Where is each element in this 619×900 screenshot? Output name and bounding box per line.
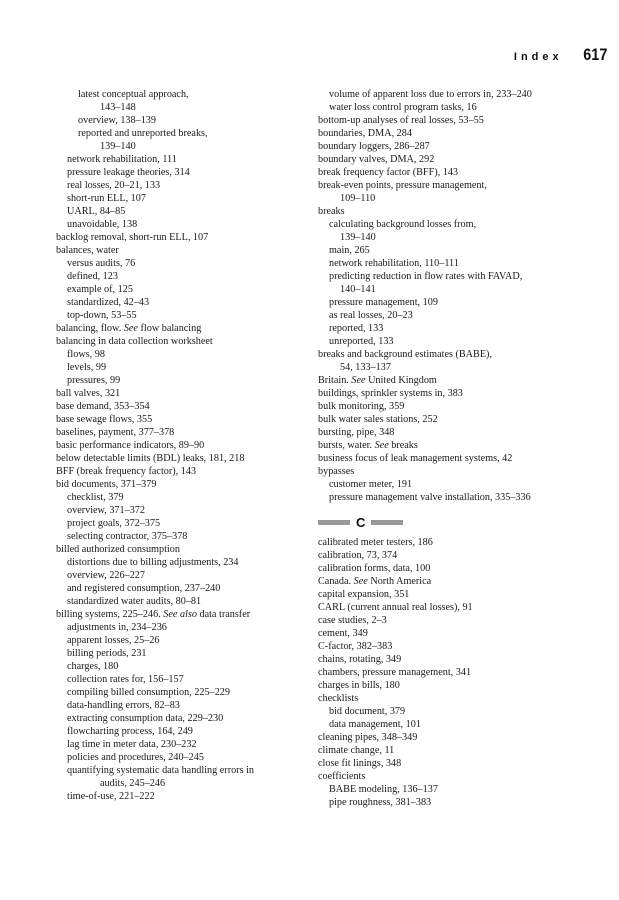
index-entry-text: distortions due to billing adjustments, 234 <box>67 557 239 568</box>
index-entry-text: project goals, 372–375 <box>67 518 161 529</box>
index-entry-text: break frequency factor (BFF), 143 <box>318 167 459 178</box>
index-entry <box>56 465 296 478</box>
cross-reference-label: See <box>374 440 389 451</box>
index-entry <box>56 374 296 387</box>
index-entry <box>318 731 580 744</box>
index-entry <box>318 127 580 140</box>
index-entry-text: base sewage flows, 355 <box>56 414 153 425</box>
running-header <box>514 45 607 65</box>
index-entry <box>56 218 296 231</box>
index-entry-text: pressure management, 109 <box>329 297 438 308</box>
index-entry <box>318 387 580 400</box>
cross-reference-label: See <box>123 323 138 334</box>
index-entry <box>56 192 296 205</box>
index-entry-text: overview, 371–372 <box>67 505 145 516</box>
index-entry <box>56 270 296 283</box>
index-entry-text: lag time in meter data, 230–232 <box>67 739 197 750</box>
index-entry <box>56 543 296 556</box>
index-entry <box>56 517 296 530</box>
index-entry-text: BABE modeling, 136–137 <box>329 784 438 795</box>
index-entry <box>318 562 580 575</box>
index-entry-text: case studies, 2–3 <box>318 615 387 626</box>
index-entry <box>56 88 296 101</box>
index-entry <box>318 205 580 218</box>
index-entry-text: billed authorized consumption <box>56 544 180 555</box>
index-entry-text: 109–110 <box>340 193 376 204</box>
index-entry-text: data management, 101 <box>329 719 421 730</box>
header-label: Index <box>513 51 563 63</box>
index-entry <box>318 101 580 114</box>
index-entry <box>318 348 580 361</box>
index-entry-text: balances, water <box>56 245 119 256</box>
index-entry-text: short-run ELL, 107 <box>67 193 146 204</box>
index-entry-text: billing systems, 225–246. <box>56 609 161 620</box>
index-entry <box>56 101 296 114</box>
index-entry <box>318 322 580 335</box>
index-entry <box>318 796 580 809</box>
index-entry <box>56 361 296 374</box>
index-entry <box>318 783 580 796</box>
index-entry <box>318 218 580 231</box>
index-entry-text: data-handling errors, 82–83 <box>67 700 180 711</box>
index-entry <box>56 725 296 738</box>
index-entry <box>56 660 296 673</box>
index-entry <box>56 153 296 166</box>
index-entry-text: apparent losses, 25–26 <box>67 635 160 646</box>
index-entry <box>318 244 580 257</box>
index-entry-text: balancing, flow. <box>56 323 122 334</box>
index-entry <box>318 88 580 101</box>
index-entry-text: water loss control program tasks, 16 <box>329 102 477 113</box>
index-entry-text: pressures, 99 <box>67 375 121 386</box>
index-entry <box>318 627 580 640</box>
index-entry <box>56 257 296 270</box>
index-entry <box>56 673 296 686</box>
index-entry <box>56 582 296 595</box>
index-entry <box>318 114 580 127</box>
index-entry-text: unreported, 133 <box>329 336 394 347</box>
index-entry-text: calibration, 73, 374 <box>318 550 398 561</box>
index-entry-text: overview, 226–227 <box>67 570 145 581</box>
index-entry <box>56 504 296 517</box>
index-entry-text: charges in bills, 180 <box>318 680 400 691</box>
index-column-right <box>318 88 580 809</box>
index-entry <box>56 569 296 582</box>
index-entry-text: flowcharting process, 164, 249 <box>67 726 193 737</box>
index-entry-text: capital expansion, 351 <box>318 589 410 600</box>
index-entry-text: latest conceptual approach, <box>78 89 189 100</box>
index-entry-text: levels, 99 <box>67 362 107 373</box>
index-entry-text: versus audits, 76 <box>67 258 136 269</box>
index-entry <box>56 647 296 660</box>
index-entry-text: UARL, 84–85 <box>67 206 126 217</box>
index-entry-text: cement, 349 <box>318 628 368 639</box>
index-entry <box>318 257 580 270</box>
index-entry-text: real losses, 20–21, 133 <box>67 180 161 191</box>
index-entry <box>318 179 580 192</box>
index-entry-text: basic performance indicators, 89–90 <box>56 440 205 451</box>
index-entry <box>56 296 296 309</box>
index-entry <box>56 283 296 296</box>
index-entry <box>56 244 296 257</box>
index-entry <box>56 699 296 712</box>
index-entry-text: checklists <box>318 693 359 704</box>
index-entry <box>318 588 580 601</box>
index-entry-text: CARL (current annual real losses), 91 <box>318 602 473 613</box>
index-entry <box>56 387 296 400</box>
index-entry-text: checklist, 379 <box>67 492 124 503</box>
index-entry <box>318 640 580 653</box>
index-entry-text: chambers, pressure management, 341 <box>318 667 472 678</box>
index-entry-text: cleaning pipes, 348–349 <box>318 732 418 743</box>
index-entry-text: selecting contractor, 375–378 <box>67 531 188 542</box>
index-entry-text: balancing in data collection worksheet <box>56 336 213 347</box>
index-entry-text: quantifying systematic data handling errors in <box>67 765 255 776</box>
cross-reference-label: See <box>351 375 366 386</box>
index-entry <box>56 608 296 621</box>
index-entry-text: buildings, sprinkler systems in, 383 <box>318 388 463 399</box>
index-entry <box>56 413 296 426</box>
index-entry-text: bulk water sales stations, 252 <box>318 414 438 425</box>
index-entry-text: BFF (break frequency factor), 143 <box>56 466 197 477</box>
index-entry-text: extracting consumption data, 229–230 <box>67 713 224 724</box>
index-entry <box>318 231 580 244</box>
index-entry <box>56 764 296 777</box>
index-entry <box>56 491 296 504</box>
index-entry <box>318 140 580 153</box>
index-entry-text: top-down, 53–55 <box>67 310 137 321</box>
index-entry-text: bid document, 379 <box>329 706 406 717</box>
index-entry-text: boundary valves, DMA, 292 <box>318 154 435 165</box>
index-entry-text: adjustments in, 234–236 <box>67 622 167 633</box>
index-entry-text: 139–140 <box>340 232 376 243</box>
index-entry <box>318 757 580 770</box>
index-entry-text: example of, 125 <box>67 284 133 295</box>
index-entry <box>56 478 296 491</box>
index-entry-text: overview, 138–139 <box>78 115 156 126</box>
index-entry <box>318 536 580 549</box>
index-entry-text: backlog removal, short-run ELL, 107 <box>56 232 209 243</box>
index-entry <box>318 770 580 783</box>
index-entries-b-continued <box>318 88 580 504</box>
index-entry-text: C-factor, 382–383 <box>318 641 393 652</box>
index-entry-text: bursting, pipe, 348 <box>318 427 395 438</box>
index-entry-text: calibration forms, data, 100 <box>318 563 431 574</box>
index-entry <box>318 666 580 679</box>
index-entry-text: billing periods, 231 <box>67 648 147 659</box>
index-entry-text: unavoidable, 138 <box>67 219 138 230</box>
index-entry <box>56 309 296 322</box>
index-entry <box>56 348 296 361</box>
index-entry <box>318 400 580 413</box>
index-entry <box>318 426 580 439</box>
index-entry <box>318 705 580 718</box>
index-entry <box>56 114 296 127</box>
index-entry-text: bid documents, 371–379 <box>56 479 157 490</box>
cross-reference-label: See <box>353 576 368 587</box>
index-entry <box>318 192 580 205</box>
index-entry-text: calculating background losses from, <box>329 219 477 230</box>
index-entry-text: network rehabilitation, 110–111 <box>329 258 459 269</box>
index-entry-text: reported and unreported breaks, <box>78 128 208 139</box>
index-entry <box>318 653 580 666</box>
page-number: 617 <box>582 45 607 64</box>
index-entry-text: 143–148 <box>100 102 136 113</box>
index-entry <box>318 413 580 426</box>
index-entry <box>56 166 296 179</box>
index-entry <box>56 595 296 608</box>
index-entry-text: 139–140 <box>100 141 136 152</box>
index-entry <box>318 491 580 504</box>
index-entry-text: climate change, 11 <box>318 745 395 756</box>
index-entry-text: breaks and background estimates (BABE), <box>318 349 492 360</box>
section-bar-right <box>371 520 403 525</box>
section-bar-left <box>318 520 350 525</box>
index-entry-text: as real losses, 20–23 <box>329 310 413 321</box>
cross-reference-target: breaks <box>391 440 418 451</box>
index-entry-text: defined, 123 <box>67 271 118 282</box>
index-entry <box>318 166 580 179</box>
index-entry-text: collection rates for, 156–157 <box>67 674 184 685</box>
index-entry-text: coefficients <box>318 771 366 782</box>
index-entry <box>318 744 580 757</box>
index-entry <box>56 439 296 452</box>
index-entry <box>318 718 580 731</box>
index-entry-text: standardized, 42–43 <box>67 297 150 308</box>
index-entry <box>318 452 580 465</box>
index-entry <box>56 751 296 764</box>
index-entry-text: break-even points, pressure management, <box>318 180 487 191</box>
index-entry <box>318 296 580 309</box>
index-entry-text: bottom-up analyses of real losses, 53–55 <box>318 115 484 126</box>
index-entry <box>56 205 296 218</box>
index-entry <box>56 231 296 244</box>
index-entry <box>56 335 296 348</box>
index-entry-text: bulk monitoring, 359 <box>318 401 405 412</box>
index-entry-text: baselines, payment, 377–378 <box>56 427 175 438</box>
cross-reference-target: data transfer <box>199 609 251 620</box>
cross-reference-target: flow balancing <box>140 323 202 334</box>
index-entry-text: boundaries, DMA, 284 <box>318 128 412 139</box>
index-entry-text: breaks <box>318 206 345 217</box>
index-entry <box>318 309 580 322</box>
index-entry-text: base demand, 353–354 <box>56 401 150 412</box>
index-entry-text: below detectable limits (BDL) leaks, 181, 218 <box>56 453 245 464</box>
index-entry-text: business focus of leak management systems, 42 <box>318 453 513 464</box>
index-entry <box>56 777 296 790</box>
index-entry <box>56 426 296 439</box>
index-entry <box>318 153 580 166</box>
index-entry <box>318 692 580 705</box>
index-entry-text: flows, 98 <box>67 349 105 360</box>
index-entry-text: charges, 180 <box>67 661 119 672</box>
index-entry-text: compiling billed consumption, 225–229 <box>67 687 230 698</box>
index-entry-text: volume of apparent loss due to errors in, 233–240 <box>329 89 532 100</box>
index-entry <box>318 361 580 374</box>
index-entry-text: 140–141 <box>340 284 376 295</box>
index-entry-text: 54, 133–137 <box>340 362 391 373</box>
index-entry-text: calibrated meter testers, 186 <box>318 537 433 548</box>
index-entry-text: close fit linings, 348 <box>318 758 402 769</box>
index-entry-text: main, 265 <box>329 245 370 256</box>
index-entry <box>318 601 580 614</box>
index-entry <box>56 712 296 725</box>
index-entries-c <box>318 536 580 809</box>
cross-reference-target: United Kingdom <box>368 375 437 386</box>
index-entry <box>56 179 296 192</box>
index-entry-text: time-of-use, 221–222 <box>67 791 155 802</box>
index-entry <box>56 790 296 803</box>
index-entry <box>56 738 296 751</box>
cross-reference-label: See also <box>163 609 197 620</box>
index-entry-text: policies and procedures, 240–245 <box>67 752 204 763</box>
index-entry <box>318 270 580 283</box>
index-entry-text: bypasses <box>318 466 355 477</box>
index-entry-text: and registered consumption, 237–240 <box>67 583 221 594</box>
section-letter: C <box>356 514 366 530</box>
index-entry-text: pressure leakage theories, 314 <box>67 167 190 178</box>
index-entry <box>318 614 580 627</box>
index-entry <box>318 439 580 452</box>
index-entry-text: predicting reduction in flow rates with FAVAD, <box>329 271 523 282</box>
index-column-left <box>56 88 296 803</box>
index-entry <box>318 679 580 692</box>
index-entry <box>56 127 296 140</box>
index-entry <box>318 283 580 296</box>
index-entry <box>318 575 580 588</box>
index-entry-text: reported, 133 <box>329 323 384 334</box>
index-entry <box>56 140 296 153</box>
index-entry <box>318 549 580 562</box>
index-entry-text: bursts, water. <box>318 440 373 451</box>
index-entry-text: Britain. <box>318 375 349 386</box>
index-entry-text: standardized water audits, 80–81 <box>67 596 202 607</box>
index-entry <box>56 621 296 634</box>
index-entry-text: chains, rotating, 349 <box>318 654 402 665</box>
section-heading-c <box>318 512 580 532</box>
index-entry-text: pipe roughness, 381–383 <box>329 797 432 808</box>
index-entry-text: boundary loggers, 286–287 <box>318 141 430 152</box>
index-entry <box>56 634 296 647</box>
index-entry <box>56 686 296 699</box>
index-entry <box>56 322 296 335</box>
index-entry-text: ball valves, 321 <box>56 388 121 399</box>
index-entry <box>56 556 296 569</box>
index-entry <box>56 530 296 543</box>
index-entry-text: pressure management valve installation, 335–336 <box>329 492 531 503</box>
index-entry <box>56 452 296 465</box>
index-entry <box>318 478 580 491</box>
index-entry <box>318 374 580 387</box>
index-entry <box>56 400 296 413</box>
index-entry-text: network rehabilitation, 111 <box>67 154 177 165</box>
index-entry-text: Canada. <box>318 576 352 587</box>
index-entry <box>318 465 580 478</box>
index-entry <box>318 335 580 348</box>
index-entry-text: audits, 245–246 <box>100 778 166 789</box>
cross-reference-target: North America <box>370 576 432 587</box>
index-entry-text: customer meter, 191 <box>329 479 413 490</box>
